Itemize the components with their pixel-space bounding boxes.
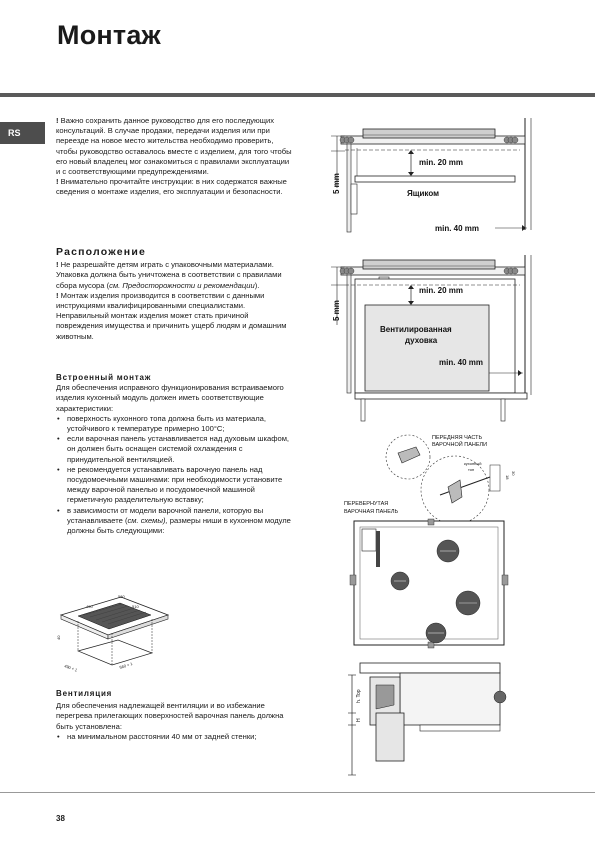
cutout-label: 580 bbox=[118, 594, 125, 599]
language-tab: RS bbox=[0, 122, 45, 144]
intro-text: Внимательно прочитайте инструкции: в них содержатся важные сведения о монтаже изделия, его эксплуатации и безопасности. bbox=[56, 177, 287, 197]
oven-clearance-diagram bbox=[325, 255, 535, 423]
callout-label: 18 bbox=[505, 475, 510, 480]
builtin-intro: Для обеспечения исправного функционирования встраиваемого изделия кухонный модуль должен иметь соответствующие характеристики: bbox=[56, 383, 284, 413]
location-reference: см. Предосторожности и рекомендации bbox=[109, 280, 255, 290]
cutout-label: 490 bbox=[86, 604, 93, 609]
cutout-label: 510 bbox=[132, 604, 139, 609]
gap-label: min. 20 mm bbox=[419, 286, 464, 295]
callout-label: ПЕРЕДНЯЯ ЧАСТЬ bbox=[432, 435, 483, 441]
location-paragraph bbox=[56, 260, 292, 291]
header-rule bbox=[0, 93, 595, 97]
callout-label: топ bbox=[468, 467, 475, 472]
oven-label: Вентилированная bbox=[380, 325, 452, 334]
page-title: Монтаж bbox=[57, 20, 161, 50]
location-text: Не разрешайте детям играть с упаковочными материалами. Упаковка должна быть уничтожена в соответствии с правилами сбора мусора ( bbox=[56, 260, 282, 290]
side-clearance-label: min. 40 mm bbox=[435, 224, 480, 233]
height-label: 5 mm bbox=[332, 300, 341, 321]
location-text: Монтаж изделия производится в соответствии с данными инструкциями квалифицированными специалистами. Неправильный монтаж изделия может стать причиной повреждения имущества и причинить ущерб людям и домашним животным. bbox=[56, 290, 287, 341]
gap-label: min. 20 mm bbox=[419, 158, 464, 167]
location-heading: Расположение bbox=[56, 246, 147, 258]
callout-label: ПЕРЕВЕРНУТАЯ bbox=[344, 501, 389, 507]
inverted-hob-diagram bbox=[340, 425, 520, 780]
side-clearance-label: min. 40 mm bbox=[439, 358, 484, 367]
list-item-text: в зависимости от модели варочной панели, которую вы устанавливаете ( bbox=[67, 505, 264, 525]
list-item: • не рекомендуется устанавливать варочную панель над посудомоечными машинами: при необходимости установите между варочной панелью и посудомоечной машиной герметичную разделительную вставку; bbox=[56, 465, 292, 506]
intro-paragraph bbox=[56, 177, 292, 197]
callout-label: кухонный bbox=[464, 461, 482, 466]
ventilation-text: перегрева прилегающих поверхностей варочная панель должна быть установлена: bbox=[56, 711, 284, 731]
builtin-heading: Встроенный монтаж bbox=[56, 373, 152, 382]
location-text-end: ). bbox=[254, 280, 260, 290]
ventilation-section bbox=[56, 689, 292, 742]
intro-section bbox=[56, 116, 292, 198]
location-paragraph bbox=[56, 291, 292, 342]
warning-mark: ! bbox=[56, 290, 59, 300]
intro-paragraph bbox=[56, 116, 292, 177]
list-item: • поверхность кухонного топа должна быть из материала, устойчивого к температуре примерно 100°C; bbox=[56, 414, 292, 434]
page-number: 38 bbox=[56, 814, 65, 823]
list-item: • на минимальном расстоянии 40 мм от задней стенки; bbox=[56, 732, 292, 742]
cutout-dimension-figure bbox=[56, 593, 176, 677]
dimension-label: h. Top bbox=[356, 689, 362, 703]
builtin-section bbox=[56, 373, 292, 536]
list-item-reference: см. схемы), bbox=[127, 515, 168, 525]
list-item-text: размеры ниши в кухонном модуле должны быть следующими: bbox=[67, 515, 291, 536]
ventilation-list bbox=[56, 732, 292, 742]
warning-mark: ! bbox=[56, 177, 59, 187]
warning-mark: ! bbox=[56, 260, 59, 270]
ventilation-heading: Вентиляция bbox=[56, 689, 113, 698]
callout-label: ВАРОЧНОЙ ПАНЕЛИ bbox=[432, 442, 488, 448]
height-label: 5 mm bbox=[332, 173, 341, 194]
builtin-list bbox=[56, 414, 292, 536]
drawer-clearance-diagram bbox=[325, 118, 535, 244]
intro-text: Важно сохранить данное руководство для его последующих консультаций. В случае продажи, передачи изделия или при переезде на новое место жительства необходимо проверить, чтобы руководство оставалось вместе с изделием, для того чтобы его новый владелец мог ознакомиться с правилами эксплуатации и с соответствующими предупреждениями. bbox=[56, 116, 292, 177]
callout-label: ВАРОЧНАЯ ПАНЕЛЬ bbox=[344, 509, 399, 515]
cutout-label: 490 + 1 bbox=[63, 663, 79, 673]
list-item bbox=[56, 506, 292, 537]
ventilation-text: Для обеспечения надлежащей вентиляции и во избежание bbox=[56, 701, 265, 711]
dimension-label: H bbox=[356, 718, 362, 722]
oven-label: духовка bbox=[405, 336, 438, 345]
footer-rule bbox=[0, 792, 595, 793]
callout-label: 30 bbox=[511, 471, 516, 476]
warning-mark: ! bbox=[56, 116, 59, 125]
cutout-label: 560 + 1 bbox=[118, 661, 134, 670]
drawer-label: Ящиком bbox=[407, 189, 440, 198]
location-section bbox=[56, 247, 292, 342]
cutout-label: 40 bbox=[56, 635, 61, 640]
list-item: • если варочная панель устанавливается над духовым шкафом, он должен быть оснащен системой охлаждения с принудительной вентиляцией. bbox=[56, 434, 292, 465]
